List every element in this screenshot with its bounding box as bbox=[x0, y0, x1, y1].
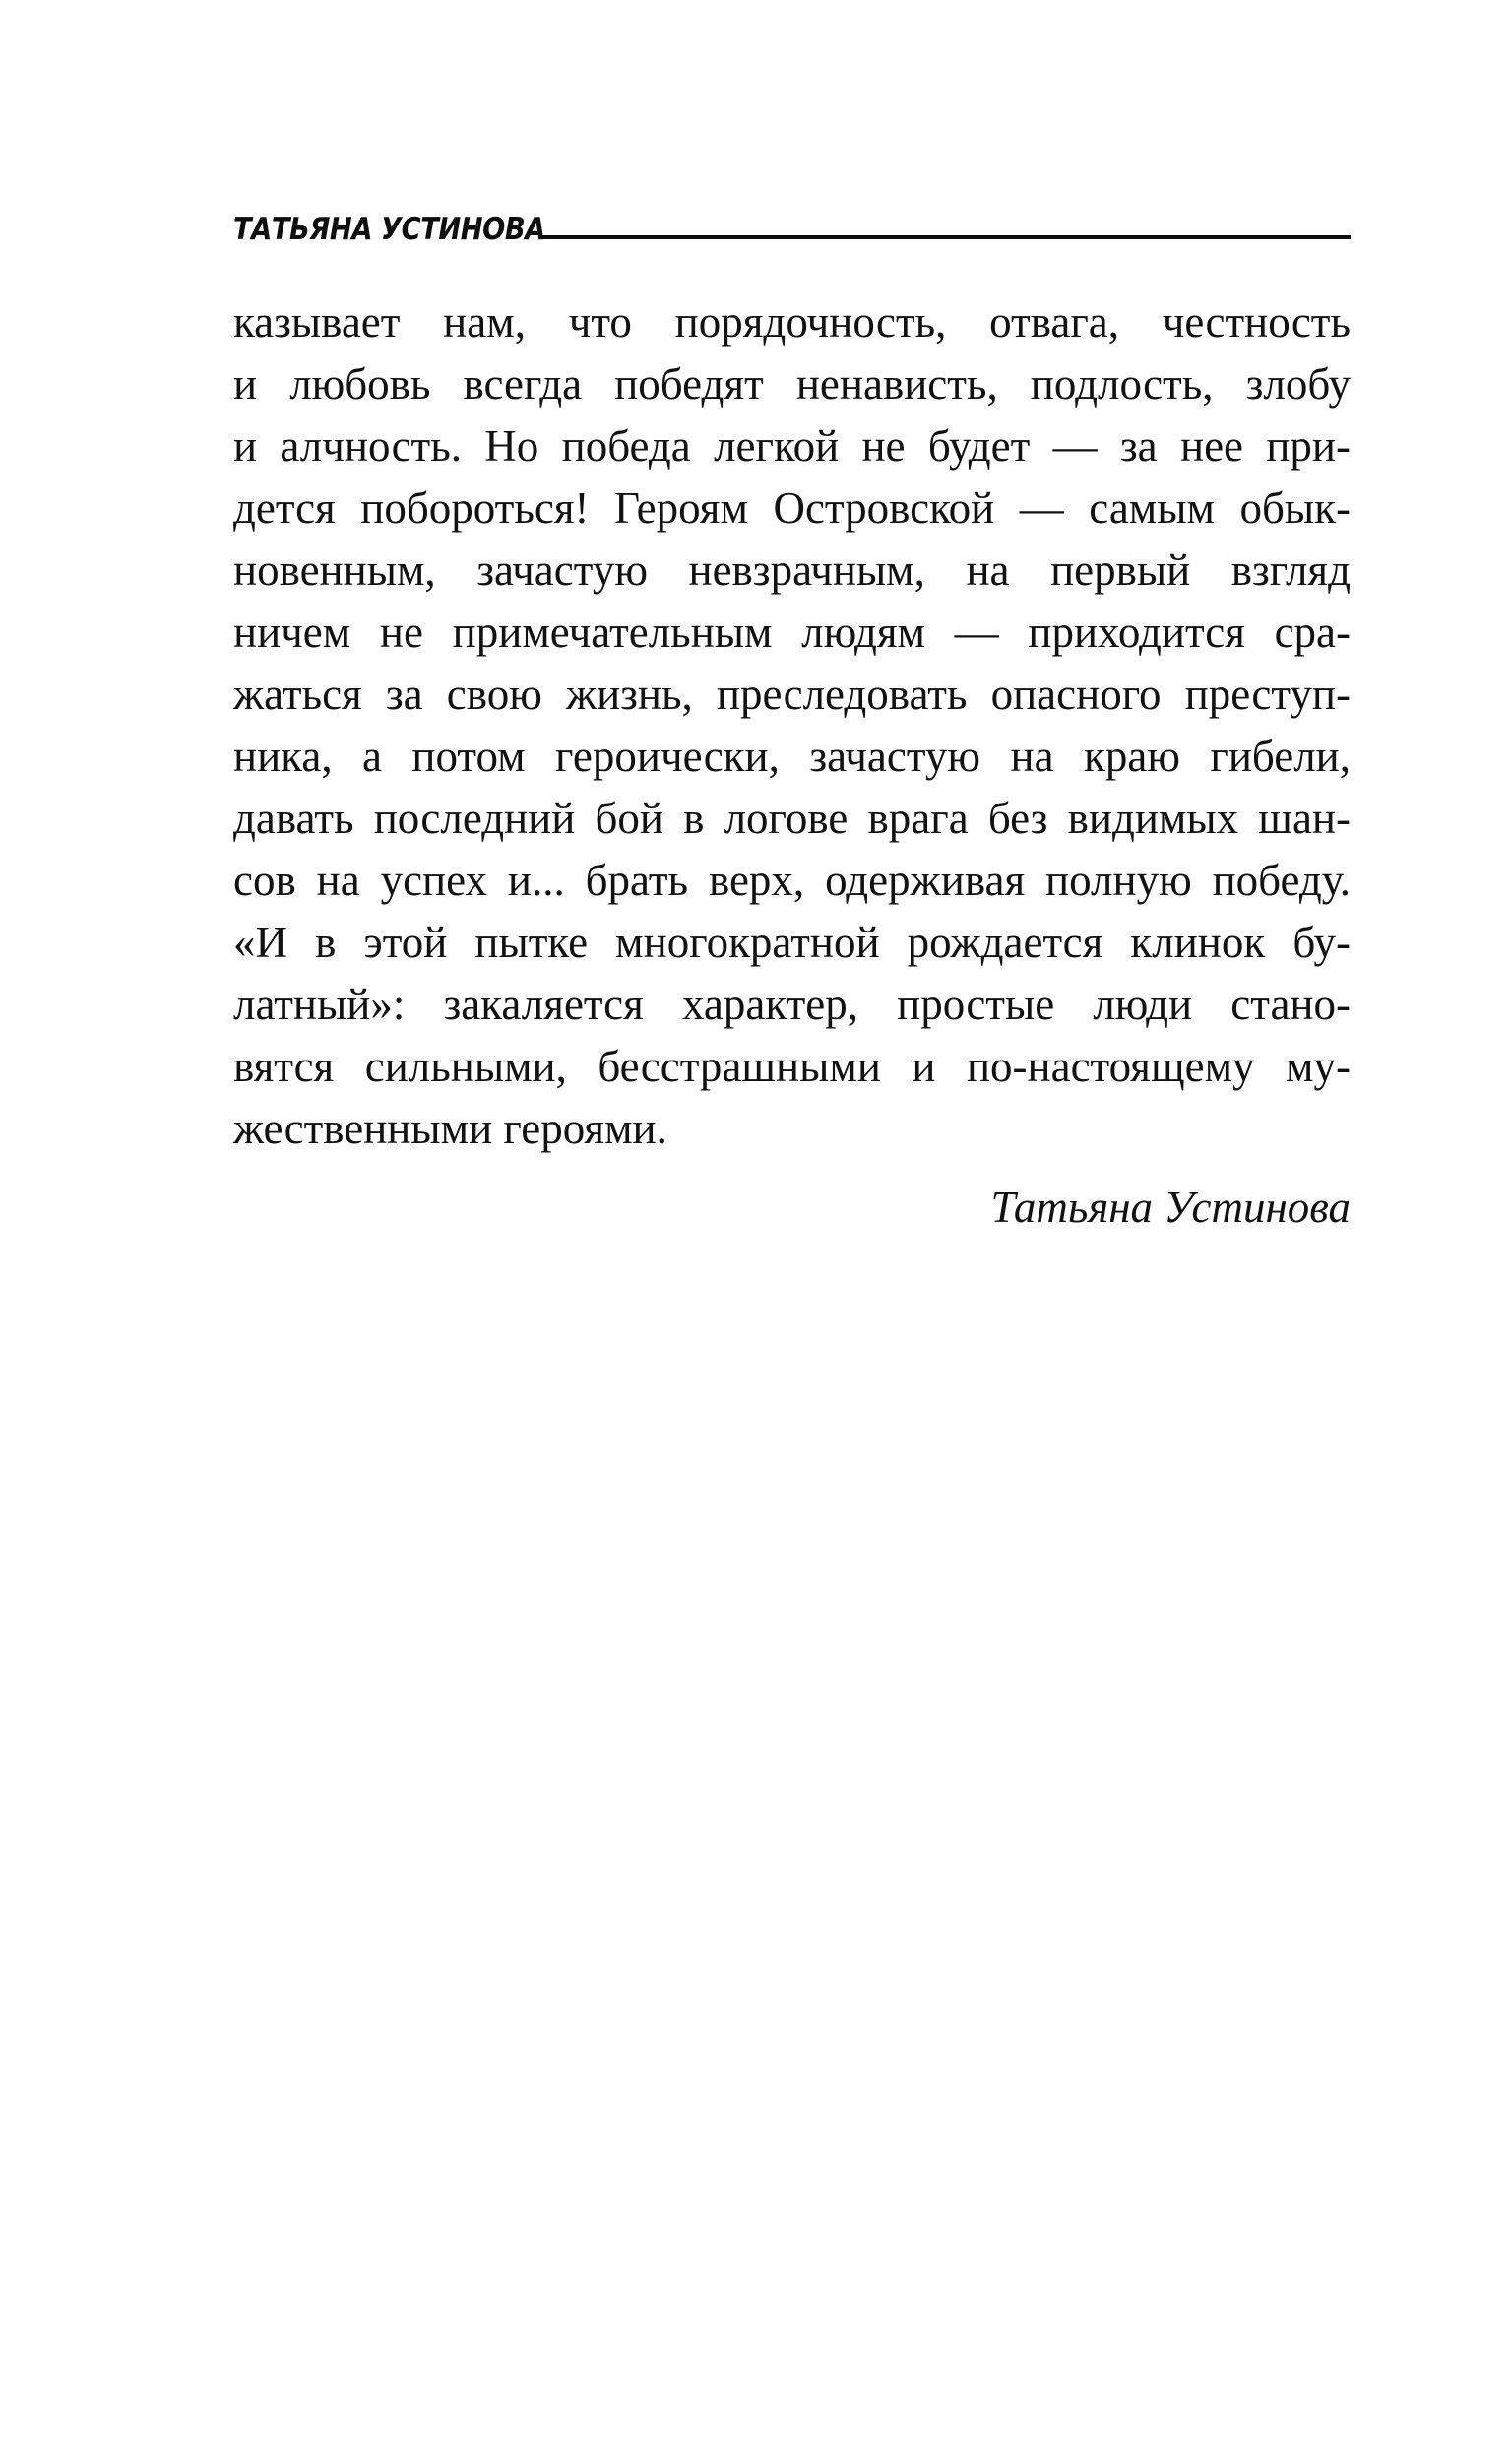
header-rule bbox=[542, 235, 1351, 239]
text-line: казывает нам, что порядочность, отвага, честность bbox=[233, 297, 1351, 347]
text-line: и любовь всегда победят ненависть, подлость, злобу bbox=[233, 359, 1351, 409]
text-line: давать последний бой в логове врага без видимых шан- bbox=[233, 794, 1351, 843]
text-line: вятся сильными, бесстрашными и по-настоящему му- bbox=[233, 1042, 1351, 1091]
text-line: «И в этой пытке многократной рождается клинок бу- bbox=[233, 918, 1351, 967]
header-author-name: ТАТЬЯНА УСТИНОВА bbox=[233, 212, 545, 247]
text-line: латный»: закаляется характер, простые люди стано- bbox=[233, 980, 1351, 1029]
text-line: и алчность. Но победа легкой не будет — за нее при- bbox=[233, 421, 1351, 471]
author-signature: Татьяна Устинова bbox=[990, 1183, 1351, 1232]
text-line: сов на успех и... брать верх, одерживая полную победу. bbox=[233, 856, 1351, 905]
text-line: новенным, зачастую невзрачным, на первый взгляд bbox=[233, 546, 1351, 595]
text-line: дется побороться! Героям Островской — самым обык- bbox=[233, 483, 1351, 533]
text-line: ника, а потом героически, зачастую на краю гибели, bbox=[233, 732, 1351, 781]
running-header bbox=[233, 207, 1351, 246]
text-line-last: жественными героями. bbox=[233, 1104, 667, 1153]
text-line: ничем не примечательным людям — приходится сра- bbox=[233, 608, 1351, 657]
text-line: жаться за свою жизнь, преследовать опасного преступ- bbox=[233, 670, 1351, 719]
body-text bbox=[233, 291, 1351, 1160]
